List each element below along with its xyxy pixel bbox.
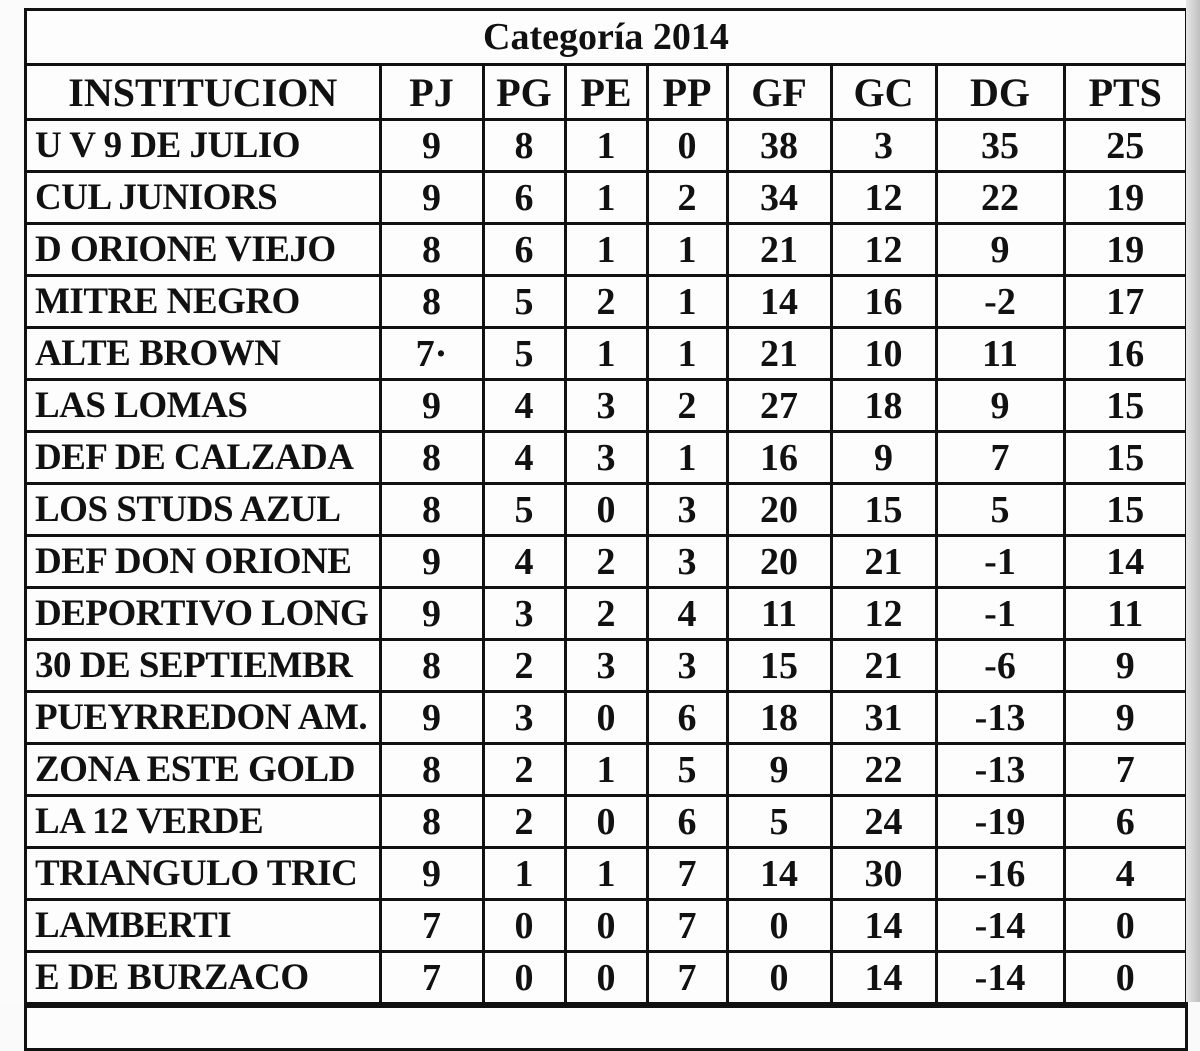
cell-pg: 8 [483, 120, 565, 172]
cell-pp: 2 [647, 172, 727, 224]
cell-pts: 9 [1064, 640, 1185, 692]
header-pg: PG [483, 66, 565, 120]
cell-pj: 9 [380, 380, 483, 432]
cell-pts: 15 [1064, 432, 1185, 484]
cell-pj: 7 [380, 952, 483, 1004]
table-row [27, 120, 1185, 172]
header-pts: PTS [1064, 66, 1185, 120]
cell-dg: -1 [936, 588, 1064, 640]
cell-pe: 1 [565, 172, 647, 224]
cell-gc: 22 [831, 744, 936, 796]
cell-team: LAS LOMAS [27, 380, 380, 432]
cell-team: LA 12 VERDE [27, 796, 380, 848]
cell-gf: 20 [727, 484, 831, 536]
cell-gf: 11 [727, 588, 831, 640]
cell-pg: 3 [483, 588, 565, 640]
cell-pg: 1 [483, 848, 565, 900]
cell-pe: 1 [565, 224, 647, 276]
cell-dg: -1 [936, 536, 1064, 588]
table-row [27, 536, 1185, 588]
cell-team: ZONA ESTE GOLD [27, 744, 380, 796]
cell-gf: 15 [727, 640, 831, 692]
cell-gf: 21 [727, 328, 831, 380]
cell-gf: 34 [727, 172, 831, 224]
cell-pp: 7 [647, 848, 727, 900]
cell-gf: 27 [727, 380, 831, 432]
cell-pts: 15 [1064, 484, 1185, 536]
cell-team: DEF DE CALZADA [27, 432, 380, 484]
cell-pp: 6 [647, 796, 727, 848]
cell-pg: 4 [483, 536, 565, 588]
cell-gc: 9 [831, 432, 936, 484]
cell-dg: -13 [936, 744, 1064, 796]
cell-gc: 16 [831, 276, 936, 328]
table-row [27, 224, 1185, 276]
cell-pg: 6 [483, 224, 565, 276]
table-body [27, 120, 1185, 1004]
cell-gf: 0 [727, 952, 831, 1004]
cell-pj: 9 [380, 536, 483, 588]
cell-pg: 2 [483, 744, 565, 796]
cell-pp: 3 [647, 484, 727, 536]
cell-dg: 5 [936, 484, 1064, 536]
cell-dg: 9 [936, 224, 1064, 276]
cell-gc: 12 [831, 172, 936, 224]
table-footer [27, 1005, 1185, 1048]
cell-team: CUL JUNIORS [27, 172, 380, 224]
header-pj: PJ [380, 66, 483, 120]
header-pp: PP [647, 66, 727, 120]
cell-gf: 9 [727, 744, 831, 796]
header-gc: GC [831, 66, 936, 120]
cell-pe: 0 [565, 692, 647, 744]
cell-pp: 3 [647, 536, 727, 588]
cell-pts: 25 [1064, 120, 1185, 172]
cell-gc: 10 [831, 328, 936, 380]
cell-pts: 0 [1064, 952, 1185, 1004]
cell-gf: 14 [727, 848, 831, 900]
cell-pg: 4 [483, 432, 565, 484]
cell-team: DEF DON ORIONE [27, 536, 380, 588]
cell-gc: 12 [831, 224, 936, 276]
cell-pe: 1 [565, 744, 647, 796]
cell-pj: 8 [380, 744, 483, 796]
cell-pj: 9 [380, 848, 483, 900]
table-row [27, 276, 1185, 328]
cell-team: E DE BURZACO [27, 952, 380, 1004]
cell-gf: 0 [727, 900, 831, 952]
cell-gc: 21 [831, 536, 936, 588]
cell-pp: 1 [647, 432, 727, 484]
cell-gf: 18 [727, 692, 831, 744]
cell-pe: 1 [565, 120, 647, 172]
table-row [27, 172, 1185, 224]
cell-pts: 16 [1064, 328, 1185, 380]
cell-pg: 5 [483, 276, 565, 328]
cell-gc: 30 [831, 848, 936, 900]
cell-pp: 1 [647, 224, 727, 276]
cell-dg: 22 [936, 172, 1064, 224]
cell-pp: 7 [647, 900, 727, 952]
cell-dg: -13 [936, 692, 1064, 744]
cell-pe: 0 [565, 900, 647, 952]
cell-pg: 0 [483, 952, 565, 1004]
cell-pj: 8 [380, 484, 483, 536]
table-row [27, 380, 1185, 432]
cell-gf: 38 [727, 120, 831, 172]
cell-pg: 5 [483, 328, 565, 380]
cell-pts: 6 [1064, 796, 1185, 848]
cell-gc: 15 [831, 484, 936, 536]
cell-pts: 11 [1064, 588, 1185, 640]
cell-dg: -2 [936, 276, 1064, 328]
cell-pe: 2 [565, 536, 647, 588]
cell-pp: 1 [647, 276, 727, 328]
table-row [27, 900, 1185, 952]
cell-pe: 0 [565, 796, 647, 848]
cell-gc: 14 [831, 900, 936, 952]
cell-dg: -14 [936, 952, 1064, 1004]
cell-pe: 2 [565, 588, 647, 640]
cell-pg: 3 [483, 692, 565, 744]
cell-pj: 9 [380, 588, 483, 640]
cell-pj: 7 [380, 900, 483, 952]
cell-pe: 3 [565, 380, 647, 432]
cell-pp: 1 [647, 328, 727, 380]
cell-pj: 7· [380, 328, 483, 380]
cell-pp: 4 [647, 588, 727, 640]
cell-dg: 9 [936, 380, 1064, 432]
cell-pe: 3 [565, 432, 647, 484]
cell-pts: 17 [1064, 276, 1185, 328]
cell-pts: 9 [1064, 692, 1185, 744]
cell-pj: 8 [380, 432, 483, 484]
header-dg: DG [936, 66, 1064, 120]
cell-pj: 8 [380, 640, 483, 692]
cell-pp: 2 [647, 380, 727, 432]
table-row [27, 328, 1185, 380]
cell-gc: 21 [831, 640, 936, 692]
cell-pp: 7 [647, 952, 727, 1004]
cell-team: D ORIONE VIEJO [27, 224, 380, 276]
page-edge [1186, 0, 1200, 1002]
table-row [27, 796, 1185, 848]
cell-pj: 9 [380, 120, 483, 172]
cell-team: MITRE NEGRO [27, 276, 380, 328]
cell-gc: 3 [831, 120, 936, 172]
cell-dg: -6 [936, 640, 1064, 692]
table-row [27, 640, 1185, 692]
table-title: Categoría 2014 [27, 11, 1185, 66]
cell-gf: 20 [727, 536, 831, 588]
cell-team: TRIANGULO TRIC [27, 848, 380, 900]
cell-dg: -14 [936, 900, 1064, 952]
cell-pj: 9 [380, 172, 483, 224]
cell-dg: -19 [936, 796, 1064, 848]
cell-gc: 31 [831, 692, 936, 744]
cell-pe: 1 [565, 328, 647, 380]
cell-gc: 12 [831, 588, 936, 640]
cell-dg: 7 [936, 432, 1064, 484]
table-row [27, 484, 1185, 536]
cell-pts: 19 [1064, 172, 1185, 224]
cell-team: U V 9 DE JULIO [27, 120, 380, 172]
table-row [27, 692, 1185, 744]
header-pe: PE [565, 66, 647, 120]
cell-pj: 8 [380, 796, 483, 848]
cell-pe: 1 [565, 848, 647, 900]
cell-team: ALTE BROWN [27, 328, 380, 380]
cell-dg: -16 [936, 848, 1064, 900]
cell-team: LAMBERTI [27, 900, 380, 952]
cell-team: LOS STUDS AZUL [27, 484, 380, 536]
cell-team: 30 DE SEPTIEMBR [27, 640, 380, 692]
cell-pg: 5 [483, 484, 565, 536]
cell-pe: 0 [565, 484, 647, 536]
cell-pj: 8 [380, 224, 483, 276]
cell-gf: 5 [727, 796, 831, 848]
cell-pp: 0 [647, 120, 727, 172]
cell-pts: 15 [1064, 380, 1185, 432]
cell-dg: 35 [936, 120, 1064, 172]
cell-gc: 14 [831, 952, 936, 1004]
cell-pts: 19 [1064, 224, 1185, 276]
cell-dg: 11 [936, 328, 1064, 380]
cell-team: PUEYRREDON AM. [27, 692, 380, 744]
header-institucion: INSTITUCION [27, 66, 380, 120]
cell-pj: 9 [380, 692, 483, 744]
cell-pp: 5 [647, 744, 727, 796]
cell-pe: 3 [565, 640, 647, 692]
cell-pe: 2 [565, 276, 647, 328]
standings-table [24, 8, 1188, 1051]
header-row [27, 66, 1185, 120]
table-row [27, 848, 1185, 900]
cell-gc: 18 [831, 380, 936, 432]
cell-pts: 4 [1064, 848, 1185, 900]
cell-gf: 14 [727, 276, 831, 328]
cell-pts: 7 [1064, 744, 1185, 796]
cell-gf: 16 [727, 432, 831, 484]
cell-gc: 24 [831, 796, 936, 848]
cell-pj: 8 [380, 276, 483, 328]
cell-pts: 14 [1064, 536, 1185, 588]
cell-pp: 3 [647, 640, 727, 692]
cell-pts: 0 [1064, 900, 1185, 952]
cell-team: DEPORTIVO LONG [27, 588, 380, 640]
table-row [27, 588, 1185, 640]
cell-gf: 21 [727, 224, 831, 276]
cell-pg: 2 [483, 640, 565, 692]
standings-grid [27, 66, 1185, 1005]
table-row [27, 952, 1185, 1004]
table-row [27, 744, 1185, 796]
cell-pg: 6 [483, 172, 565, 224]
cell-pp: 6 [647, 692, 727, 744]
cell-pe: 0 [565, 952, 647, 1004]
cell-pg: 2 [483, 796, 565, 848]
cell-pg: 4 [483, 380, 565, 432]
header-gf: GF [727, 66, 831, 120]
cell-pg: 0 [483, 900, 565, 952]
table-row [27, 432, 1185, 484]
